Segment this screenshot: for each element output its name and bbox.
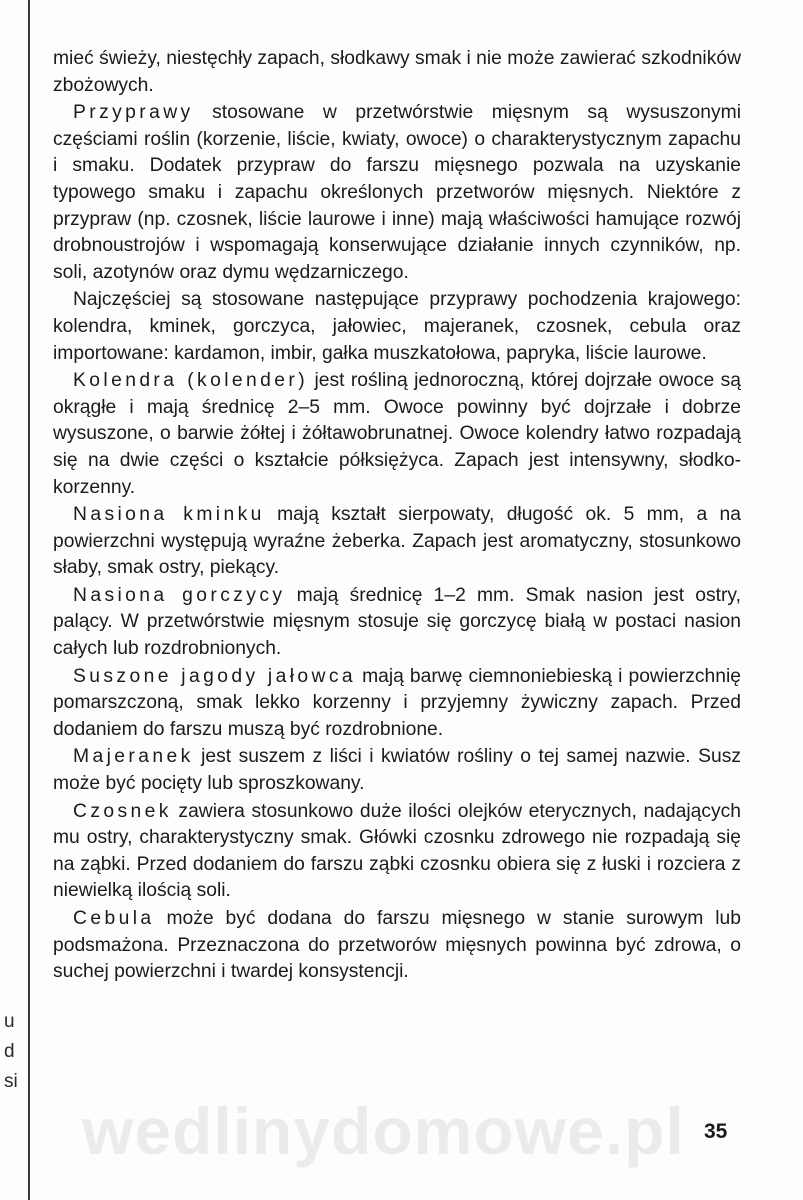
spaced-term: Kolendra (kolender): [73, 370, 309, 392]
paragraph-przyprawy: [53, 100, 741, 286]
body-text: [53, 46, 741, 987]
paragraph-text: mają barwę ciemnoniebieską i powierzchnię pomarszczoną, smak lekko korzenny i przyjemny żywiczny zapach. Przed dodaniem do farszu muszą być rozdrobnione.: [53, 665, 741, 740]
paragraph-text: zawiera stosunkowo duże ilości olejków eterycznych, nadających mu ostry, charakterystyczny smak. Główki czosnku zdrowego nie rozpadają się na ząbki. Przed dodaniem do farszu ząbki czosnku obiera się z łuski i rozciera z niewielką ilością soli.: [53, 800, 741, 902]
spaced-term: Cebula: [73, 908, 155, 929]
paragraph-jalowiec: [53, 664, 741, 744]
paragraph-kolendra: [53, 368, 741, 501]
binding-edge-line: [28, 0, 30, 1200]
spaced-term: Majeranek: [73, 746, 194, 768]
paragraph-text: może być dodana do farszu mięsnego w stanie surowym lub podsmażona. Przeznaczona do przetworów mięsnych powinna być zdrowa, o suchej powierzchni i twardej konsystencji.: [53, 908, 741, 983]
spaced-term: Czosnek: [73, 800, 172, 822]
paragraph-przyprawy-list: [53, 287, 741, 367]
paragraph-kminek: [53, 502, 741, 582]
margin-fragment: u: [4, 1011, 15, 1032]
paragraph-majeranek: [53, 744, 741, 797]
paragraph-text: stosowane w przetwórstwie mięsnym są wysuszonymi częściami roślin (korzenie, liście, kwiaty, owoce) o charakterystycznym zapachu i smaku. Dodatek przypraw do farszu mięsnego pozwala na uzyskanie typowego smaku i zapachu określonych przetworów mięsnych. Niektóre z przypraw (np. czosnek, liście laurowe i inne) mają właściwości hamujące rozwój drobnoustrojów i wspomagają konserwujące działanie innych czynników, np. soli, azotynów oraz dymu wędzarniczego.: [53, 102, 741, 283]
paragraph-continuation: [53, 46, 741, 99]
paragraph-text: jest rośliną jednoroczną, której dojrzałe owoce są okrągłe i mają średnicę 2–5 mm. Owoce powinny być dojrzałe i dobrze wysuszone, o barwie żółtej i żółtawobrunatnej. Owoce kolendry łatwo rozpadają się na dwie części o kształcie półksiężyca. Zapach jest intensywny, słodko-korzenny.: [53, 370, 741, 498]
margin-fragment: si: [4, 1071, 18, 1092]
spaced-term: Nasiona gorczycy: [73, 584, 286, 606]
paragraph-czosnek: [53, 799, 741, 905]
paragraph-cebula: [53, 906, 741, 986]
paragraph-text: mieć świeży, niestęchły zapach, słodkawy smak i nie może zawierać szkodników zbożowych.: [53, 48, 741, 96]
paragraph-gorczyca: [53, 583, 741, 663]
paragraph-text: mają średnicę 1–2 mm. Smak nasion jest ostry, palący. W przetwórstwie mięsnym stosuje się gorczycę białą w postaci nasion całych lub rozdrobnionych.: [53, 584, 742, 660]
spaced-term: Przyprawy: [73, 102, 194, 124]
watermark: wedlinydomowe.pl: [82, 1094, 685, 1168]
left-margin-fragments: [4, 1007, 24, 1097]
paragraph-text: mają kształt sierpowaty, długość ok. 5 mm, a na powierzchni występują wyraźne żeberka. Zapach jest aromatyczny, stosunkowo słaby, smak ostry, piekący.: [53, 504, 741, 579]
spaced-term: Suszone jagody jałowca: [73, 665, 357, 687]
spaced-term: Nasiona kminku: [73, 504, 265, 526]
page-number: 35: [704, 1120, 728, 1143]
paragraph-text: jest suszem z liści i kwiatów rośliny o tej samej nazwie. Susz może być pocięty lub sproszkowany.: [53, 746, 741, 795]
margin-fragment: d: [4, 1041, 15, 1062]
paragraph-text: Najczęściej są stosowane następujące przyprawy pochodzenia krajowego: kolendra, kminek, gorczyca, jałowiec, majeranek, czosnek, cebula oraz importowane: kardamon, imbir, gałka muszkatołowa, papryka, liście laurowe.: [53, 289, 741, 364]
